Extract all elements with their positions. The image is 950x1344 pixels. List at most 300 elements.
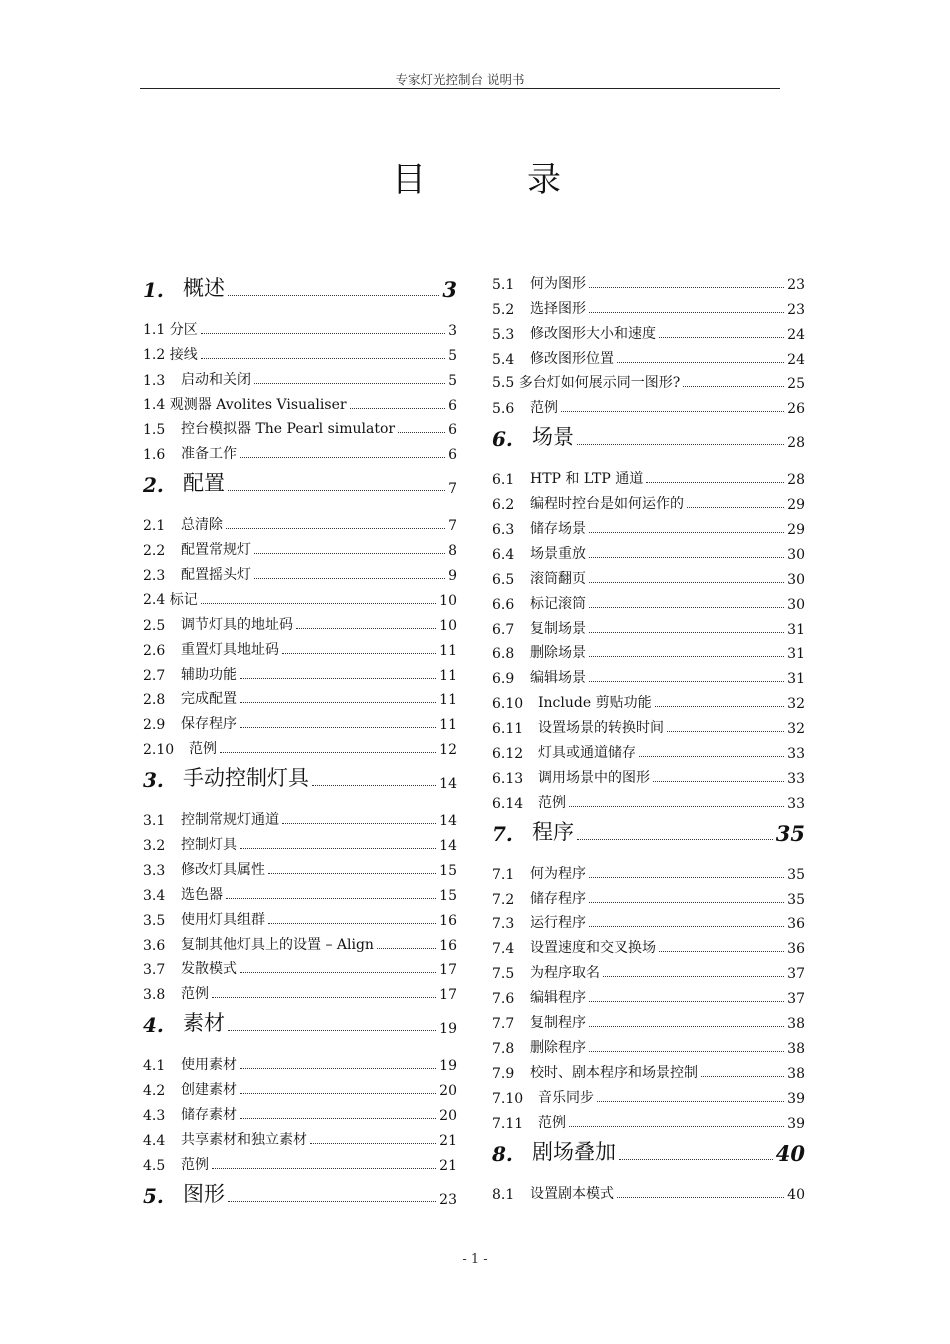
dot-leader: [589, 656, 784, 657]
toc-entry-number: 3.8: [143, 987, 166, 1004]
toc-entry-title: 修改图形大小和速度: [530, 325, 656, 342]
dot-leader: [226, 528, 445, 529]
dot-leader: [655, 706, 785, 707]
dot-leader: [589, 1026, 784, 1027]
dot-leader: [577, 839, 773, 840]
toc-entry-title: 剧场叠加: [532, 1139, 616, 1164]
toc-section-entry[interactable]: [143, 1149, 457, 1174]
toc-entry-page: 33: [787, 770, 805, 787]
toc-entry-page: 24: [787, 326, 805, 343]
toc-section-entry[interactable]: [143, 414, 457, 439]
toc-entry-number: 6.12: [492, 746, 524, 763]
toc-entry-title: 手动控制灯具: [183, 766, 309, 791]
toc-entry-page: 5: [448, 372, 457, 389]
toc-entry-title: 选色器: [181, 886, 223, 903]
dot-leader: [701, 1076, 784, 1077]
toc-entry-page: 39: [787, 1115, 805, 1132]
toc-entry-title: 范例: [530, 400, 558, 417]
toc-entry-title: 运行程序: [530, 915, 586, 932]
dot-leader: [282, 653, 436, 654]
toc-entry-page: 5: [448, 347, 457, 364]
toc-chapter-entry[interactable]: [143, 463, 457, 509]
toc-entry-page: 29: [787, 522, 805, 539]
toc-section-entry[interactable]: [492, 513, 805, 538]
toc-section-entry[interactable]: [143, 879, 457, 904]
dot-leader: [377, 948, 436, 949]
toc-section-entry[interactable]: [492, 1178, 805, 1203]
toc-entry-title: 范例: [181, 986, 209, 1003]
toc-section-entry[interactable]: [143, 684, 457, 709]
toc-section-entry[interactable]: [143, 1099, 457, 1124]
toc-entry-number: 2.1: [143, 518, 166, 535]
toc-entry-number: 6.9: [492, 671, 515, 688]
toc-entry-number: 6.1: [492, 472, 515, 489]
toc-entry-title: HTP 和 LTP 通道: [530, 471, 644, 488]
toc-section-entry[interactable]: [492, 318, 805, 343]
toc-entry-page: 11: [439, 717, 457, 734]
dot-leader: [228, 295, 439, 296]
toc-entry-number: 2.6: [143, 642, 166, 659]
dot-leader: [589, 287, 784, 288]
dot-leader: [561, 411, 784, 412]
toc-section-entry[interactable]: [143, 1124, 457, 1149]
toc-section-entry[interactable]: [492, 662, 805, 687]
toc-entry-number: 8.1: [492, 1186, 515, 1203]
toc-entry-number: 6.14: [492, 795, 524, 812]
toc-entry-page: 16: [439, 912, 457, 929]
dot-leader: [687, 507, 784, 508]
toc-section-entry[interactable]: [143, 1049, 457, 1074]
toc-entry-title: 使用素材: [181, 1057, 237, 1074]
dot-leader: [201, 603, 436, 604]
toc-entry-page: 14: [439, 838, 457, 855]
toc-section-entry[interactable]: [143, 904, 457, 929]
toc-entry-title: 共享素材和独立素材: [181, 1131, 307, 1148]
toc-section-entry[interactable]: [492, 293, 805, 318]
toc-section-entry[interactable]: [143, 314, 457, 339]
toc-entry-number: 5.3: [492, 326, 515, 343]
dot-leader: [683, 386, 784, 387]
dot-leader: [589, 926, 784, 927]
toc-section-entry[interactable]: [143, 829, 457, 854]
toc-entry-title: 1.1 分区: [143, 321, 198, 338]
toc-entry-title: 修改灯具属性: [181, 861, 265, 878]
toc-entry-number: 4.4: [143, 1132, 166, 1149]
toc-chapter-entry[interactable]: [143, 1003, 457, 1049]
toc-entry-title: 素材: [183, 1011, 225, 1036]
dot-leader: [220, 752, 436, 753]
dot-leader: [240, 1118, 436, 1119]
toc-entry-page: 35: [775, 820, 805, 846]
toc-entry-title: 修改图形位置: [530, 350, 614, 367]
toc-entry-title: 配置摇头灯: [181, 567, 251, 584]
toc-entry-number: 3.1: [143, 813, 166, 830]
toc-entry-page: 35: [787, 891, 805, 908]
dot-leader: [240, 1068, 436, 1069]
toc-entry-page: 28: [787, 435, 805, 452]
toc-entry-page: 36: [787, 941, 805, 958]
toc-entry-page: 33: [787, 746, 805, 763]
toc-entry-number: 1.: [143, 278, 164, 302]
running-header: 专家灯光控制台 说明书: [395, 72, 525, 87]
toc-section-entry[interactable]: [492, 908, 805, 933]
toc-entry-title: 调节灯具的地址码: [181, 616, 293, 633]
toc-section-entry[interactable]: [492, 463, 805, 488]
toc-entry-page: 32: [787, 696, 805, 713]
dot-leader: [653, 781, 784, 782]
toc-entry-title: 设置剧本模式: [530, 1185, 614, 1202]
toc-section-entry[interactable]: [492, 1107, 805, 1132]
toc-entry-page: 3: [448, 322, 457, 339]
toc-entry-page: 19: [439, 1021, 457, 1038]
toc-entry-number: 7.9: [492, 1065, 515, 1082]
toc-entry-title: 音乐同步: [538, 1089, 594, 1106]
dot-leader: [228, 490, 445, 491]
toc-entry-title: 控台模拟器 The Pearl simulator: [181, 421, 396, 438]
toc-entry-title: 复制其他灯具上的设置 – Align: [181, 936, 374, 953]
toc-entry-page: 38: [787, 1016, 805, 1033]
toc-title: [0, 152, 950, 200]
toc-entry-number: 1.3: [143, 372, 166, 389]
toc-entry-number: 3.4: [143, 887, 166, 904]
dot-leader: [254, 553, 445, 554]
dot-leader: [240, 457, 445, 458]
dot-leader: [240, 1093, 436, 1094]
dot-leader: [659, 951, 784, 952]
toc-entry-number: 7.6: [492, 991, 515, 1008]
toc-entry-number: 5.6: [492, 401, 515, 418]
toc-entry-page: 19: [439, 1058, 457, 1075]
dot-leader: [589, 312, 784, 313]
toc-entry-title: 启动和关闭: [181, 371, 251, 388]
toc-section-entry[interactable]: [492, 1082, 805, 1107]
toc-entry-page: 7: [448, 481, 457, 498]
toc-entry-page: 23: [439, 1191, 457, 1208]
dot-leader: [212, 1168, 436, 1169]
toc-section-entry[interactable]: [143, 339, 457, 364]
toc-entry-title: 滚筒翻页: [530, 570, 586, 587]
dot-leader: [667, 731, 784, 732]
toc-right-column: [492, 268, 805, 1203]
toc-entry-page: 9: [448, 568, 457, 585]
toc-entry-page: 23: [787, 276, 805, 293]
toc-section-entry[interactable]: [492, 268, 805, 293]
toc-section-entry[interactable]: [492, 858, 805, 883]
toc-section-entry[interactable]: [143, 534, 457, 559]
toc-entry-number: 2.9: [143, 717, 166, 734]
toc-entry-page: 21: [439, 1132, 457, 1149]
toc-section-entry[interactable]: [143, 559, 457, 584]
toc-entry-number: 2.3: [143, 568, 166, 585]
dot-leader: [201, 358, 445, 359]
toc-entry-title: 标记滚筒: [530, 595, 586, 612]
toc-chapter-entry[interactable]: [143, 1174, 457, 1220]
toc-entry-page: 17: [439, 987, 457, 1004]
toc-entry-title: 控制灯具: [181, 837, 237, 854]
toc-section-entry[interactable]: [143, 708, 457, 733]
toc-entry-number: 8.: [492, 1141, 513, 1166]
toc-section-entry[interactable]: [492, 638, 805, 663]
toc-section-entry[interactable]: [492, 737, 805, 762]
toc-section-entry[interactable]: [143, 1074, 457, 1099]
toc-entry-number: 2.5: [143, 617, 166, 634]
toc-entry-page: 25: [787, 376, 805, 393]
toc-entry-title: 发散模式: [181, 961, 237, 978]
toc-entry-title: 何为程序: [530, 865, 586, 882]
toc-entry-title: 图形: [183, 1181, 225, 1206]
dot-leader: [240, 848, 436, 849]
toc-entry-title: 复制程序: [530, 1015, 586, 1032]
toc-section-entry[interactable]: [143, 929, 457, 954]
toc-entry-number: 2.: [143, 473, 164, 498]
toc-section-entry[interactable]: [492, 488, 805, 513]
toc-entry-number: 3.2: [143, 838, 166, 855]
toc-entry-title: 1.2 接线: [143, 346, 198, 363]
toc-entry-page: 30: [787, 546, 805, 563]
toc-section-entry[interactable]: [143, 438, 457, 463]
toc-entry-number: 2.8: [143, 692, 166, 709]
dot-leader: [296, 628, 436, 629]
dot-leader: [268, 873, 436, 874]
toc-entry-number: 7.3: [492, 916, 515, 933]
toc-section-entry[interactable]: [492, 368, 805, 393]
dot-leader: [589, 1051, 784, 1052]
toc-entry-page: 7: [448, 518, 457, 535]
toc-section-entry[interactable]: [143, 854, 457, 879]
toc-entry-page: 37: [787, 991, 805, 1008]
toc-entry-number: 4.: [143, 1013, 164, 1038]
toc-entry-number: 2.7: [143, 667, 166, 684]
toc-entry-number: 7.7: [492, 1016, 515, 1033]
toc-entry-number: 6.10: [492, 696, 524, 713]
toc-entry-number: 3.6: [143, 937, 166, 954]
toc-entry-number: 3.7: [143, 962, 166, 979]
toc-section-entry[interactable]: [143, 634, 457, 659]
toc-entry-title: 控制常规灯通道: [181, 812, 279, 829]
toc-entry-number: 7.1: [492, 866, 515, 883]
toc-entry-page: 28: [787, 472, 805, 489]
toc-entry-title: 范例: [181, 1156, 209, 1173]
toc-section-entry[interactable]: [143, 733, 457, 758]
toc-entry-title: 总清除: [181, 517, 223, 534]
toc-entry-title: 范例: [189, 741, 217, 758]
dot-leader: [240, 678, 436, 679]
dot-leader: [228, 1030, 436, 1031]
toc-entry-title: 配置: [183, 471, 225, 496]
toc-section-entry[interactable]: [143, 954, 457, 979]
dot-leader: [619, 1159, 773, 1160]
toc-entry-number: 1.6: [143, 447, 166, 464]
toc-entry-number: 5.: [143, 1183, 164, 1208]
toc-entry-page: 15: [439, 887, 457, 904]
toc-section-entry[interactable]: [492, 762, 805, 787]
toc-chapter-entry[interactable]: [492, 812, 805, 858]
toc-section-entry[interactable]: [492, 538, 805, 563]
toc-section-entry[interactable]: [492, 932, 805, 957]
toc-entry-number: 6.: [492, 427, 513, 452]
dot-leader: [310, 1143, 436, 1144]
toc-entry-number: 6.6: [492, 596, 515, 613]
dot-leader: [398, 432, 445, 433]
toc-entry-page: 31: [787, 671, 805, 688]
toc-entry-title: 复制场景: [530, 620, 586, 637]
toc-section-entry[interactable]: [143, 584, 457, 609]
toc-entry-title: 删除程序: [530, 1039, 586, 1056]
toc-section-entry[interactable]: [492, 1007, 805, 1032]
toc-chapter-entry[interactable]: [492, 417, 805, 463]
toc-section-entry[interactable]: [492, 392, 805, 417]
toc-entry-page: 3: [442, 277, 457, 302]
dot-leader: [597, 1101, 784, 1102]
toc-entry-number: 5.4: [492, 351, 515, 368]
dot-leader: [589, 557, 784, 558]
dot-leader: [617, 362, 784, 363]
toc-section-entry[interactable]: [492, 563, 805, 588]
toc-entry-number: 7.4: [492, 941, 515, 958]
toc-entry-title: 辅助功能: [181, 666, 237, 683]
toc-entry-number: 4.2: [143, 1083, 166, 1100]
dot-leader: [240, 702, 436, 703]
dot-leader: [226, 898, 436, 899]
toc-entry-page: 30: [787, 571, 805, 588]
toc-entry-page: 8: [448, 543, 457, 560]
toc-entry-page: 31: [787, 621, 805, 638]
toc-section-entry[interactable]: [143, 659, 457, 684]
toc-entry-page: 24: [787, 351, 805, 368]
dot-leader: [240, 727, 436, 728]
toc-entry-page: 14: [439, 776, 457, 793]
toc-entry-title: 范例: [538, 1114, 566, 1131]
toc-entry-title: 范例: [538, 794, 566, 811]
toc-section-entry[interactable]: [492, 1032, 805, 1057]
dot-leader: [254, 383, 445, 384]
toc-entry-page: 10: [439, 617, 457, 634]
toc-chapter-entry[interactable]: [492, 1132, 805, 1178]
toc-entry-number: 6.3: [492, 522, 515, 539]
toc-section-entry[interactable]: [492, 787, 805, 812]
dot-leader: [350, 408, 446, 409]
toc-section-entry[interactable]: [492, 883, 805, 908]
toc-entry-number: 6.2: [492, 497, 515, 514]
toc-chapter-entry[interactable]: [143, 268, 457, 314]
toc-section-entry[interactable]: [143, 364, 457, 389]
dot-leader: [254, 578, 445, 579]
toc-section-entry[interactable]: [492, 613, 805, 638]
toc-entry-title: 储存程序: [530, 890, 586, 907]
toc-section-entry[interactable]: [143, 804, 457, 829]
toc-section-entry[interactable]: [492, 1057, 805, 1082]
toc-section-entry[interactable]: [492, 957, 805, 982]
toc-entry-number: 4.1: [143, 1058, 166, 1075]
toc-entry-title: 调用场景中的图形: [538, 769, 650, 786]
toc-section-entry[interactable]: [143, 978, 457, 1003]
dot-leader: [268, 923, 436, 924]
toc-section-entry[interactable]: [492, 982, 805, 1007]
toc-entry-title: 概述: [183, 276, 225, 300]
toc-entry-page: 37: [787, 966, 805, 983]
toc-section-entry[interactable]: [143, 509, 457, 534]
toc-entry-title: 创建素材: [181, 1082, 237, 1099]
toc-entry-page: 35: [787, 866, 805, 883]
dot-leader: [589, 877, 784, 878]
dot-leader: [577, 444, 784, 445]
toc-section-entry[interactable]: [492, 687, 805, 712]
toc-entry-page: 11: [439, 667, 457, 684]
toc-entry-number: 6.7: [492, 621, 515, 638]
toc-entry-number: 7.: [492, 821, 513, 846]
toc-entry-number: 6.8: [492, 646, 515, 663]
toc-section-entry[interactable]: [143, 389, 457, 414]
dot-leader: [589, 607, 784, 608]
toc-entry-page: 36: [787, 916, 805, 933]
dot-leader: [646, 482, 784, 483]
toc-entry-title: 储存场景: [530, 521, 586, 538]
toc-entry-number: 7.11: [492, 1115, 524, 1132]
toc-entry-page: 30: [787, 596, 805, 613]
toc-entry-title: Include 剪贴功能: [538, 695, 652, 712]
toc-entry-page: 11: [439, 692, 457, 709]
toc-entry-title: 编辑场景: [530, 670, 586, 687]
toc-entry-number: 6.4: [492, 546, 515, 563]
toc-entry-page: 26: [787, 401, 805, 418]
toc-entry-title: 编程时控台是如何运作的: [530, 496, 684, 513]
toc-chapter-entry[interactable]: [143, 758, 457, 804]
toc-entry-page: 39: [787, 1090, 805, 1107]
toc-entry-number: 7.10: [492, 1090, 524, 1107]
toc-section-entry[interactable]: [143, 609, 457, 634]
toc-entry-number: 1.5: [143, 422, 166, 439]
dot-leader: [589, 582, 784, 583]
toc-entry-title: 设置场景的转换时间: [538, 720, 664, 737]
toc-entry-page: 40: [775, 1140, 805, 1166]
toc-entry-page: 40: [787, 1186, 805, 1203]
toc-entry-number: 2.2: [143, 543, 166, 560]
dot-leader: [589, 632, 784, 633]
toc-entry-page: 29: [787, 497, 805, 514]
header-rule: [140, 88, 780, 89]
toc-entry-number: 4.3: [143, 1108, 166, 1125]
toc-left-column: [143, 268, 457, 1220]
toc-entry-title: 设置速度和交叉换场: [530, 940, 656, 957]
toc-entry-title: 何为图形: [530, 275, 586, 292]
dot-leader: [589, 902, 784, 903]
toc-entry-number: 6.5: [492, 571, 515, 588]
dot-leader: [569, 1126, 784, 1127]
dot-leader: [282, 823, 436, 824]
toc-section-entry[interactable]: [492, 588, 805, 613]
toc-entry-page: 20: [439, 1083, 457, 1100]
toc-entry-number: 4.5: [143, 1157, 166, 1174]
dot-leader: [639, 756, 784, 757]
toc-entry-title: 删除场景: [530, 645, 586, 662]
toc-entry-page: 17: [439, 962, 457, 979]
toc-entry-page: 33: [787, 795, 805, 812]
toc-section-entry[interactable]: [492, 343, 805, 368]
toc-entry-title: 完成配置: [181, 691, 237, 708]
toc-entry-page: 12: [439, 742, 457, 759]
toc-entry-page: 38: [787, 1065, 805, 1082]
page-number: - 1 -: [462, 1252, 488, 1267]
toc-entry-page: 23: [787, 301, 805, 318]
dot-leader: [659, 337, 784, 338]
toc-section-entry[interactable]: [492, 712, 805, 737]
toc-entry-title: 为程序取名: [530, 965, 600, 982]
toc-entry-title: 场景重放: [530, 545, 586, 562]
toc-entry-number: 7.8: [492, 1040, 515, 1057]
toc-entry-title: 灯具或通道储存: [538, 745, 636, 762]
toc-entry-page: 14: [439, 813, 457, 830]
toc-entry-number: 6.11: [492, 721, 524, 738]
